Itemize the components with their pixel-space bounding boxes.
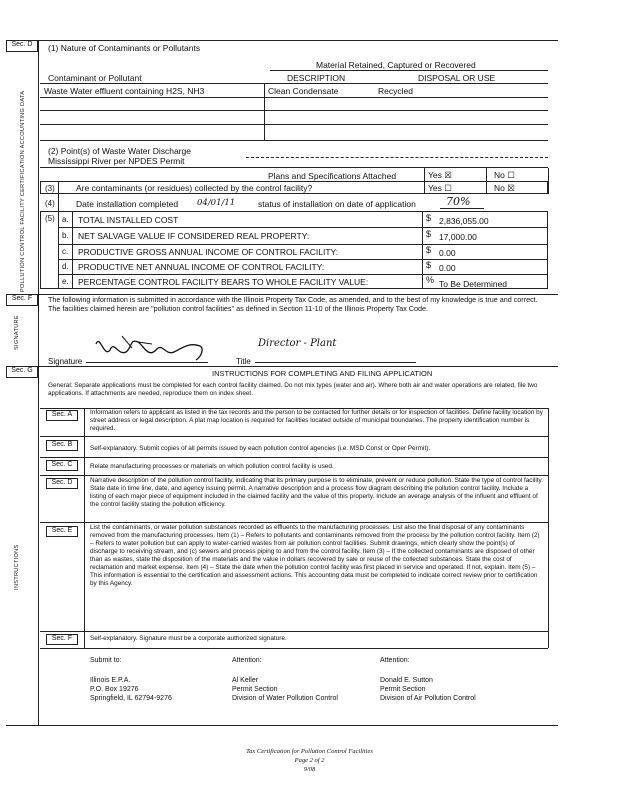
signature-label: Signature [48, 357, 86, 366]
row-sec-d-label: Sec. D [46, 478, 78, 489]
item-a-value: 2,836,055.00 [439, 216, 489, 226]
q3-text: Are contaminants (or residues) collected by the control facility? [76, 183, 313, 193]
q4-percent: 70% [446, 195, 471, 208]
row-sec-e-label: Sec. E [46, 526, 78, 537]
plans-yes-checkbox[interactable]: ☒ [444, 170, 452, 180]
sec-d-label: Sec. D [11, 41, 33, 48]
item1-title: (1) Nature of Contaminants or Pollutants [48, 43, 201, 53]
addr2-line3: Division of Water Pollution Control [232, 695, 338, 702]
row1-description: Clean Condensate [268, 86, 339, 96]
row-sec-d-text: Narrative description of the pollution control facility, indicating that its primary purpose is to eliminate, prevent or reduce pollution. State the type of control facility. State date in time line, date, and agency issuing permit. A narrative description and a process flow diagram describing the pollution control facility. Include a listing of each major piece of equipment included in the claimed facility and the value of this property. Include an average analysis of the influent and effluent of the control facility stating the pollution efficiency. [90, 477, 544, 508]
attention1-label: Attention: [232, 657, 262, 664]
footer-line1: Tax Certification for Pollution Control Facilities [246, 748, 373, 755]
q4-text-b: status of installation on date of application [258, 199, 416, 209]
plans-yes-label: Yes [428, 170, 442, 180]
q5-num: (5) [45, 214, 55, 223]
submit-label: Submit to: [90, 657, 122, 664]
addr2-line1: Al Keller [232, 677, 259, 684]
row-sec-b-label: Sec. B [46, 440, 78, 451]
item-a-letter: a. [62, 215, 69, 224]
item-e-letter: e. [62, 277, 69, 286]
signature-scribble [92, 330, 212, 362]
item-c-dollar: $ [426, 245, 432, 255]
item2-title: (2) Point(s) of Waste Water Discharge [48, 146, 191, 156]
plans-no-label: No [494, 170, 505, 180]
addr1-line2: P.O. Box 19276 [90, 686, 139, 693]
row-sec-c-label: Sec. C [46, 460, 78, 471]
row-sec-c-text: Relate manufacturing processes or materials on which pollution control facility is used. [90, 463, 334, 470]
sec-g-side-label: INSTRUCTIONS [14, 544, 20, 590]
sec-f-label: Sec. F [11, 295, 33, 302]
sec-d-label-box [6, 40, 38, 52]
addr3-line1: Donald E. Sutton [380, 677, 433, 684]
item-d-text: PRODUCTIVE NET ANNUAL INCOME OF CONTROL FACILITY: [78, 262, 325, 272]
sec-g-label-box [6, 366, 38, 378]
q3-yes-checkbox[interactable]: ☐ [444, 183, 452, 193]
plans-label: Plans and Specifications Attached [268, 171, 397, 181]
sec-d-side-label: POLLUTION CONTROL FACILITY CERTIFICATION ACCOUNTING DATA [20, 90, 26, 292]
q3-no-checkbox[interactable]: ☒ [507, 183, 515, 193]
item-b-text: NET SALVAGE VALUE IF CONSIDERED REAL PROPERTY: [78, 231, 310, 241]
item-b-value: 17,000.00 [439, 232, 477, 242]
item-a-text: TOTAL INSTALLED COST [78, 215, 179, 225]
q3-no [494, 183, 515, 194]
q3-no-label: No [494, 183, 505, 193]
item-e-text: PERCENTAGE CONTROL FACILITY BEARS TO WHOLE FACILITY VALUE: [78, 277, 369, 287]
q3-num: (3) [45, 184, 55, 193]
row-sec-b-text: Self-explanatory. Submit copies of all permits issued by each pollution control agencies (i.e. MSD Const or Oper Permit). [90, 445, 431, 452]
q4-text-a: Date installation completed [76, 199, 179, 209]
row-sec-f-text: Self-explanatory. Signature must be a corporate authorized signature. [90, 635, 287, 642]
item-c-text: PRODUCTIVE GROSS ANNUAL INCOME OF CONTROL FACILITY: [78, 247, 339, 257]
item2-value: Mississippi River per NPDES Permit [48, 156, 185, 166]
item-b-letter: b. [62, 231, 69, 240]
material-heading: Material Retained, Captured or Recovered [316, 60, 476, 70]
row-sec-e-text: List the contaminants, or water pollution substances recorded as effluents to the manufacturing processes. List also the final disposal of any contaminants removed from the manufacturing processes. Item (1) – Refers to pollutants and contaminants removed from the process by the pollution control facility. Item (2) – Refers to water pollution but can apply to water-carried wastes from air pollution control facilities. Submit drawings, which clearly show the point(s) of discharge to receiving stream, and (c) sewers and process piping to and from the control facility. Item (3) – If the collected contaminants are disposed of other than as wastes, state the disposition of the materials and the value in dollars recovered by sale or reuse of the collected substances. State the cost of reclamation and market expense. Item (4) – State the date when the pollution control facility was first placed in service and operated. If not, explain. Item (5) – This information is essential to the certification and assessment actions. This accounting data must be completed to indicate correct review prior to certification by this Agency. [90, 524, 540, 587]
row1-disposal: Recycled [378, 86, 413, 96]
title-value: Director - Plant [258, 338, 337, 349]
item-e-value: To Be Determined [439, 279, 508, 289]
addr3-line3: Division of Air Pollution Control [380, 695, 476, 702]
instructions-heading: INSTRUCTIONS FOR COMPLETING AND FILING APPLICATION [212, 369, 433, 378]
sec-f-label-box [6, 294, 38, 306]
col-contaminant: Contaminant or Pollutant [48, 73, 142, 83]
plans-yes [428, 170, 452, 181]
addr2-line2: Permit Section [232, 686, 278, 693]
q3-yes [428, 183, 452, 194]
addr1-line1: Illinois E.P.A. [90, 677, 131, 684]
sec-f-side-label: SIGNATURE [14, 315, 20, 350]
footer-line2: Page 2 of 2 [294, 757, 325, 764]
row-sec-a-text: Information refers to applicant as listed in the tax records and the person to be contacted for further details or for inspection of facilities. Define facility location by street address or legal description. A plat map location is required for facilities located outside of municipal boundaries. The property identification number is required. [90, 409, 543, 432]
q4-date: 04/01/11 [197, 198, 236, 208]
row1-contaminant: Waste Water effluent containing H2S, NH3 [44, 86, 205, 96]
sec-g-label: Sec. G [11, 367, 33, 374]
addr1-line3: Springfield, IL 62794-9276 [90, 695, 172, 702]
item-d-letter: d. [62, 262, 69, 271]
item-c-letter: c. [62, 247, 69, 256]
col-description: DESCRIPTION [287, 73, 346, 83]
sec-f-text: The following information is submitted in accordance with the Illinois Property Tax Code, as amended, and to the best of my knowledge is true and correct. The facilities claimed herein are "pollution control facilities" as defined in Section 11-10 of the Illinois Property Tax Code. [48, 295, 538, 313]
q3-yes-label: Yes [428, 183, 442, 193]
col-disposal: DISPOSAL OR USE [418, 73, 496, 83]
plans-no-checkbox[interactable]: ☐ [507, 170, 515, 180]
general-text: General: Separate applications must be completed for each control facility claimed. Do not mix types (water and air). Where both air and water operations are related, file two applications. If attachments are needed, reproduce them on index sheet. [48, 382, 538, 397]
plans-no [494, 170, 515, 181]
row-sec-a-label: Sec. A [46, 410, 78, 421]
item-d-value: 0.00 [439, 263, 456, 273]
addr3-line2: Permit Section [380, 686, 426, 693]
item-a-dollar: $ [426, 213, 432, 223]
attention2-label: Attention: [380, 657, 410, 664]
item-e-percent-sign: % [426, 275, 435, 285]
title-label: Title [236, 357, 255, 366]
row-sec-f-label: Sec. F [46, 634, 78, 645]
item-d-dollar: $ [426, 260, 432, 270]
q4-num: (4) [45, 199, 55, 208]
item-b-dollar: $ [426, 229, 432, 239]
footer-line3: 9/08 [303, 766, 316, 773]
item-c-value: 0.00 [439, 248, 456, 258]
